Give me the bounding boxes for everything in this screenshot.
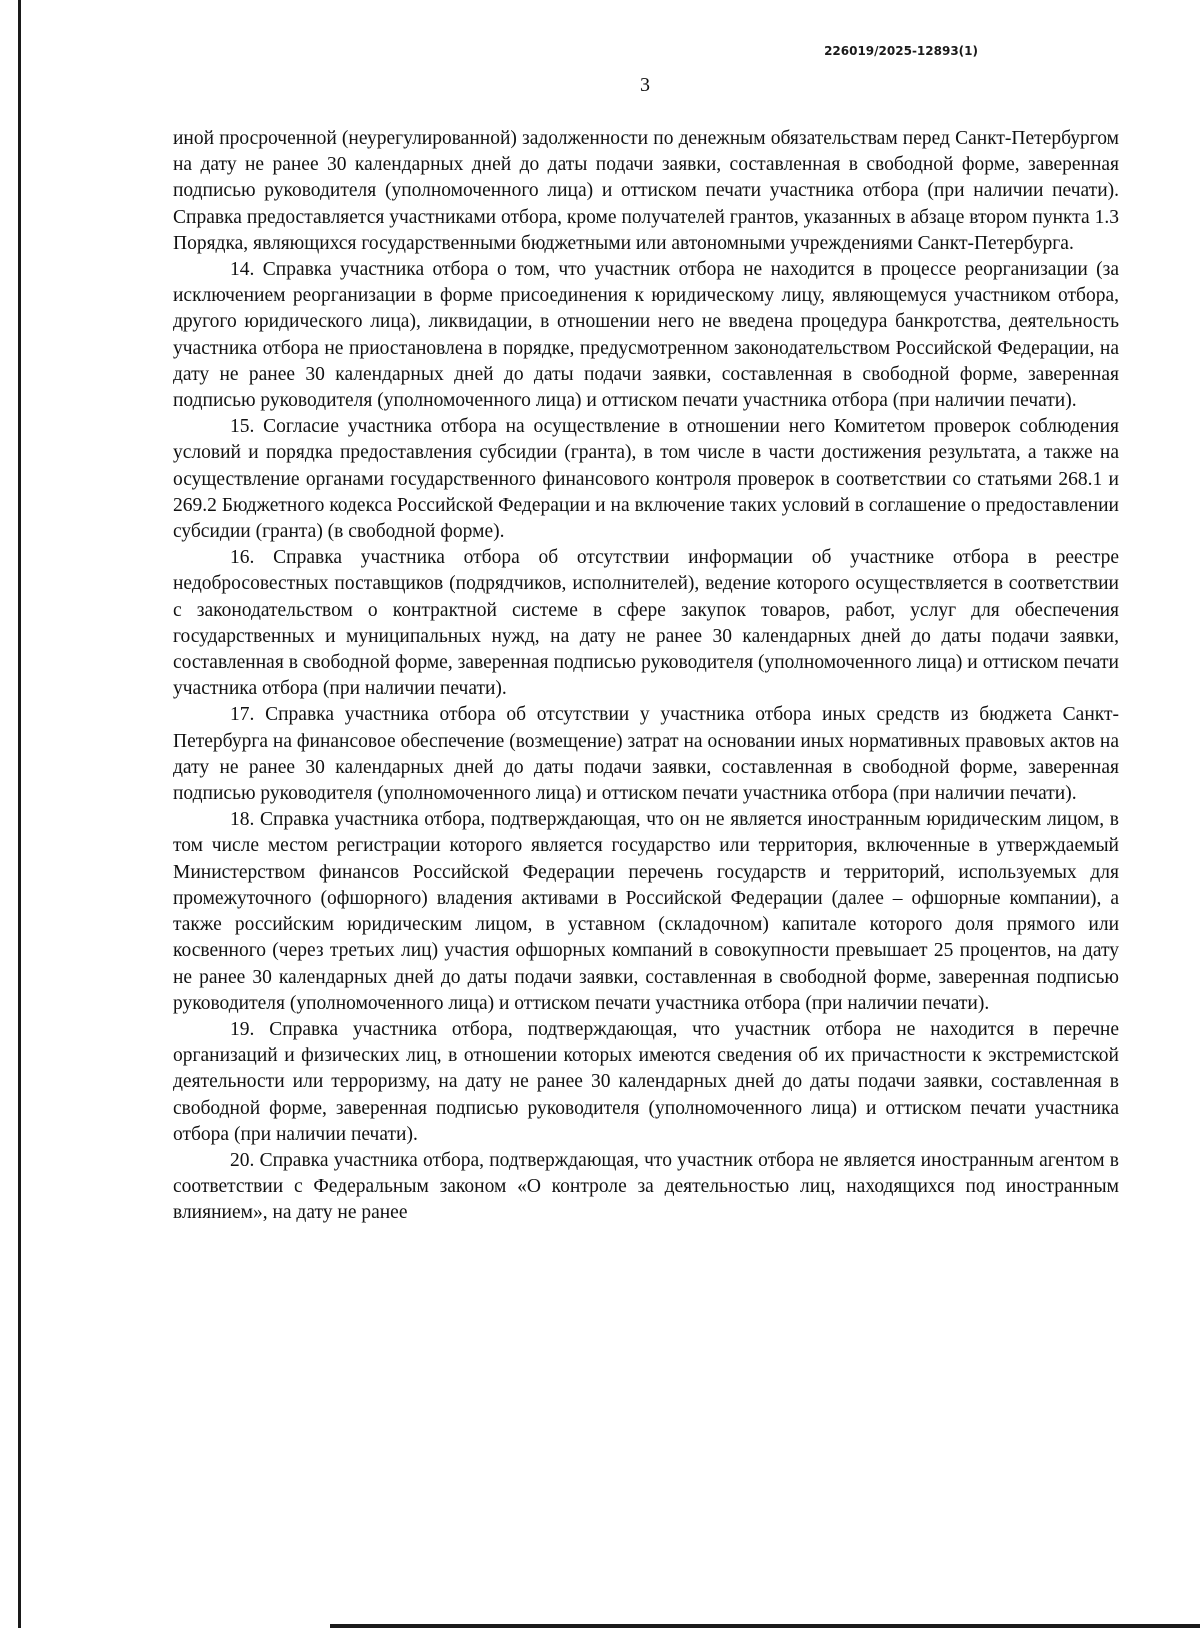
- paragraph-item-18: 18. Справка участника отбора, подтверждающая, что он не является иностранным юридическим лицом, в том числе местом регистрации которого является государство или территория, включенные в утверждаемый Министерством финансов Российской Федерации перечень государств и территорий, используемых для промежуточного (офшорного) владения активами в Российской Федерации (далее – офшорные компании), а также российским юридическим лицом, в уставном (складочном) капитале которого доля прямого или косвенного (через третьих лиц) участия офшорных компаний в совокупности превышает 25 процентов, на дату не ранее 30 календарных дней до даты подачи заявки, составленная в свободной форме, заверенная подписью руководителя (уполномоченного лица) и оттиском печати участника отбора (при наличии печати).: [173, 809, 1119, 1014]
- document-registration-number: 226019/2025-12893(1): [824, 44, 978, 58]
- paragraph-item-15: 15. Согласие участника отбора на осуществление в отношении него Комитетом проверок соблюдения условий и порядка предоставления субсидии (гранта), в том числе в части достижения результата, а также на осуществление органами государственного финансового контроля проверок в соответствии со статьями 268.1 и 269.2 Бюджетного кодекса Российской Федерации и на включение таких условий в соглашение о предоставлении субсидии (гранта) (в свободной форме).: [173, 416, 1119, 543]
- scan-bottom-edge: [330, 1624, 1200, 1628]
- paragraph-item-20: 20. Справка участника отбора, подтверждающая, что участник отбора не является иностранным агентом в соответствии с Федеральным законом «О контроле за деятельностью лиц, находящихся под иностранным влиянием», на дату не ранее: [173, 1149, 1119, 1224]
- paragraph-continuation: иной просроченной (неурегулированной) задолженности по денежным обязательствам перед Санкт-Петербургом на дату не ранее 30 календарных дней до даты подачи заявки, составленная в свободной форме, заверенная подписью руководителя (уполномоченного лица) и оттиском печати участника отбора (при наличии печати). Справка предоставляется участниками отбора, кроме получателей грантов, указанных в абзаце втором пункта 1.3 Порядка, являющихся государственными бюджетными или автономными учреждениями Санкт-Петербурга.: [173, 128, 1119, 254]
- paragraph-item-16: 16. Справка участника отбора об отсутствии информации об участнике отбора в реестре недобросовестных поставщиков (подрядчиков, исполнителей), ведение которого осуществляется в соответствии с законодательством о контрактной системе в сфере закупок товаров, работ, услуг для обеспечения государственных и муниципальных нужд, на дату не ранее 30 календарных дней до даты подачи заявки, составленная в свободной форме, заверенная подписью руководителя (уполномоченного лица) и оттиском печати участника отбора (при наличии печати).: [173, 547, 1119, 700]
- paragraph-item-17: 17. Справка участника отбора об отсутствии у участника отбора иных средств из бюджета Санкт-Петербурга на финансовое обеспечение (возмещение) затрат на основании иных нормативных правовых актов на дату не ранее 30 календарных дней до даты подачи заявки, составленная в свободной форме, заверенная подписью руководителя (уполномоченного лица) и оттиском печати участника отбора (при наличии печати).: [173, 704, 1119, 805]
- document-body: [173, 126, 1119, 1227]
- page-number: 3: [640, 74, 650, 96]
- paragraph-item-14: 14. Справка участника отбора о том, что участник отбора не находится в процессе реорганизации (за исключением реорганизации в форме присоединения к юридическому лицу, являющемуся участником отбора, другого юридического лица), ликвидации, в отношении него не введена процедура банкротства, деятельность участника отбора не приостановлена в порядке, предусмотренном законодательством Российской Федерации, на дату не ранее 30 календарных дней до даты подачи заявки, составленная в свободной форме, заверенная подписью руководителя (уполномоченного лица) и оттиском печати участника отбора (при наличии печати).: [173, 259, 1119, 412]
- paragraph-item-19: 19. Справка участника отбора, подтверждающая, что участник отбора не находится в перечне организаций и физических лиц, в отношении которых имеются сведения об их причастности к экстремистской деятельности или терроризму, на дату не ранее 30 календарных дней до даты подачи заявки, составленная в свободной форме, заверенная подписью руководителя (уполномоченного лица) и оттиском печати участника отбора (при наличии печати).: [173, 1018, 1119, 1145]
- scan-left-edge: [18, 0, 21, 1628]
